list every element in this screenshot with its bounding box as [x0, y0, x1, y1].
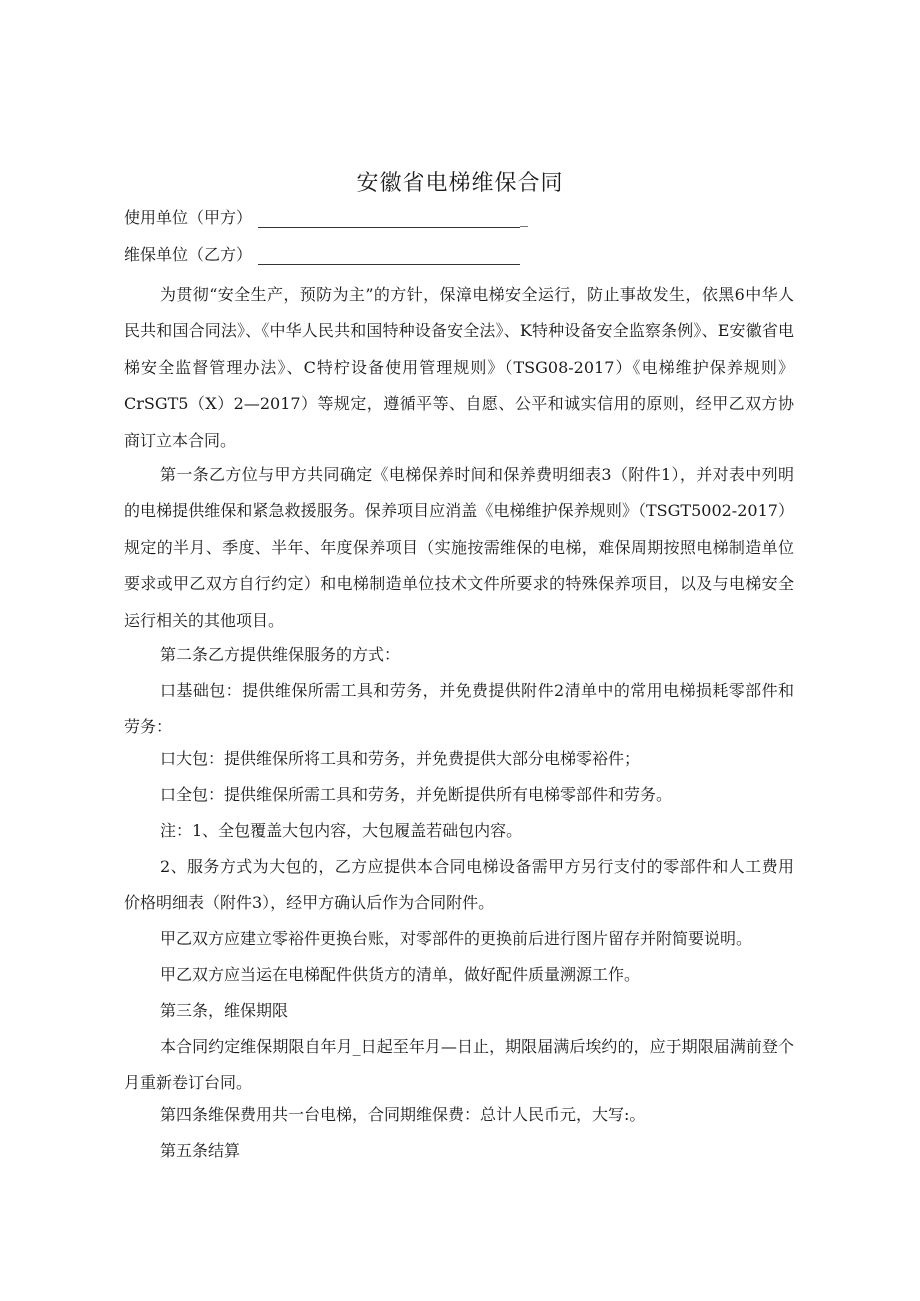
supplier-paragraph: 甲乙双方应当运在电梯配件供货方的清单，做好配件质量溯源工作。 [160, 965, 641, 984]
party-b-field [124, 245, 520, 265]
ledger-paragraph: 甲乙双方应建立零裕件更换台账，对零部件的更换前后进行图片留存并附简要说明。 [160, 929, 753, 948]
party-b-label: 维保单位（乙方） [124, 245, 253, 264]
option-basic-package: 口基础包：提供维保所需工具和劳务，并免费提供附件2清单中的常用电梯损耗零部件和劳务： [124, 681, 794, 737]
article-2-heading: 第二条乙方提供维保服务的方式： [160, 645, 401, 664]
party-a-field [124, 208, 528, 228]
option-big-package: 口大包：提供维保所将工具和劳务，并免费提供大部分电梯零裕件； [160, 749, 641, 768]
preamble-paragraph: 为贯彻“安全生产，预防为主”的方针，保漳电梯安全运行，防止事故发生，依黑6中华人民共和国合同法》、《中华人民共和国特种设备安全法》、K特种设备安全监察条例》、E安徽省电梯安全监督管理办法》、C特柠设备使用管理规则》（TSG08-2017）《电梯维护保养规则》CrSGT5（X）2—2017）等规定，遵循平等、自愿、公平和诚实信用的原则，经甲乙双方协商订立本合同。 [124, 285, 794, 450]
note-2: 2、服务方式为大包的，乙方应提供本合同电梯设备需甲方另行支付的零部件和人工费用价格明细表（附件3），经甲方确认后作为合同附件。 [124, 857, 794, 913]
document-title: 安徽省电梯维保合同 [356, 171, 564, 196]
article-4-paragraph: 第四条维保费用共一台电梯，合同期维保费：总计人民币元，大写:。 [160, 1105, 646, 1124]
party-a-label: 使用单位（甲方） [124, 208, 253, 227]
article-5-heading: 第五条结算 [160, 1141, 241, 1160]
party-a-tail: _ [520, 208, 529, 227]
article-1-paragraph: 第一条乙方位与甲方共同确定《电梯保养时间和保养费明细表3（附件1），并对表中列明的电梯提供维保和紧急救援服务。保养项目应消盖《电梯维护保养规则》（TSGT5002-2017）规定的半月、季度、半年、年度保养项目（实施按需维保的电梯，难保周期按照电梯制造单位要求或甲乙双方自行约定）和电梯制造单位技术文件所要求的特殊保养项目，以及与电梯安全运行相关的其他项目。 [124, 465, 794, 630]
party-a-blank [258, 211, 520, 228]
term-paragraph: 本合同约定维保期限自年月_日起至年月—日止，期限届满后埃约的，应于期限届满前登个月重新卷订台同。 [124, 1037, 794, 1093]
article-3-heading: 第三条，维保期限 [160, 1001, 289, 1020]
party-b-blank [258, 248, 520, 265]
note-1: 注：1、全包覆盖大包内容，大包履盖若础包内容。 [160, 821, 523, 840]
option-full-package: 口全包：提供维保所需工具和劳务，并免断提供所有电梯零部件和劳务。 [160, 785, 673, 804]
